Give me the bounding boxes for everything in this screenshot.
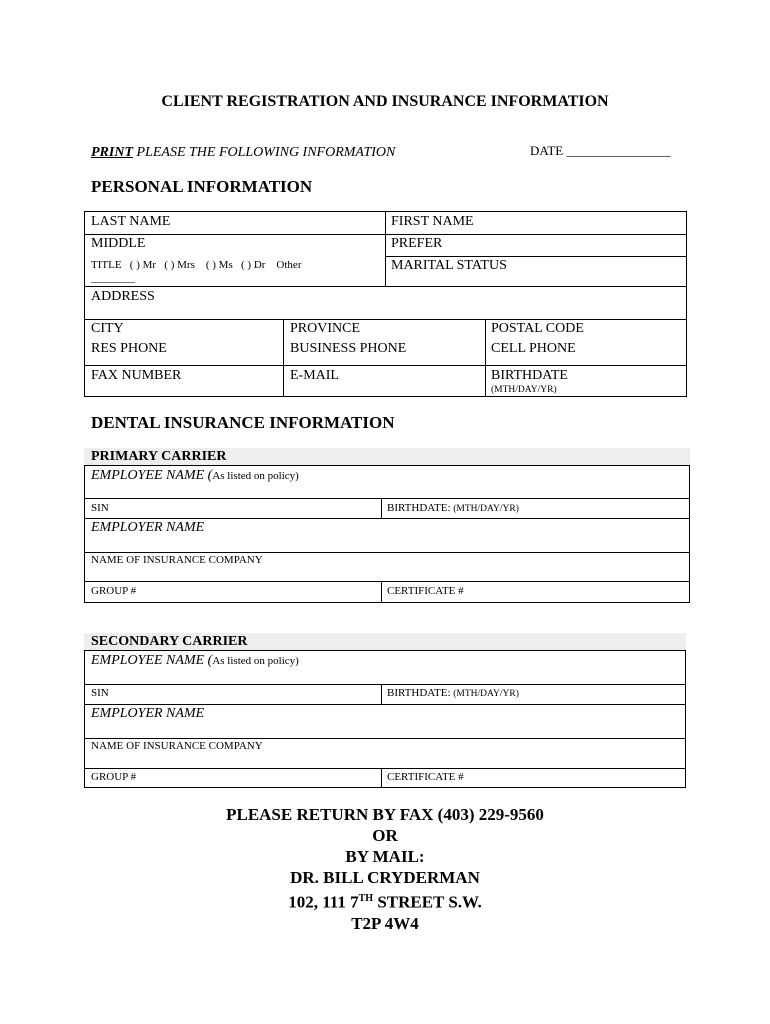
secondary-carrier-title: SECONDARY CARRIER	[84, 633, 686, 650]
primary-birthdate-label: BIRTHDATE:	[387, 502, 451, 514]
street-name: STREET S.W.	[373, 892, 482, 912]
secondary-sin-field[interactable]: SIN	[91, 687, 109, 699]
res-phone-field[interactable]: RES PHONE	[91, 341, 167, 356]
primary-employee-name-field[interactable]	[91, 468, 299, 484]
primary-carrier-table	[84, 465, 690, 603]
personal-info-heading: PERSONAL INFORMATION	[91, 177, 313, 196]
fax-number-field[interactable]: FAX NUMBER	[91, 368, 182, 383]
title-options[interactable]: TITLE ( ) Mr ( ) Mrs ( ) Ms ( ) Dr Other	[91, 259, 302, 271]
business-phone-field[interactable]: BUSINESS PHONE	[290, 341, 407, 356]
primary-employer-name-field[interactable]: EMPLOYER NAME	[91, 520, 205, 535]
secondary-insurance-company-field[interactable]: NAME OF INSURANCE COMPANY	[91, 740, 263, 752]
marital-status-field[interactable]: MARITAL STATUS	[391, 258, 507, 273]
postal-code-field[interactable]: POSTAL CODE	[491, 321, 584, 336]
mail-recipient: DR. BILL CRYDERMAN	[290, 868, 480, 887]
secondary-group-field[interactable]: GROUP #	[91, 771, 137, 783]
dental-info-heading: DENTAL INSURANCE INFORMATION	[91, 413, 395, 432]
last-name-field[interactable]: LAST NAME	[91, 214, 171, 229]
primary-group-field[interactable]: GROUP #	[91, 585, 137, 597]
primary-certificate-field[interactable]: CERTIFICATE #	[387, 585, 464, 597]
return-mail-line: BY MAIL:	[345, 847, 425, 866]
cell-phone-field[interactable]: CELL PHONE	[491, 341, 576, 356]
primary-employee-name-label: EMPLOYEE NAME (	[91, 468, 213, 483]
date-field[interactable]: DATE ________________	[530, 143, 671, 158]
primary-birthdate-field[interactable]	[387, 502, 519, 514]
primary-carrier-title: PRIMARY CARRIER	[84, 448, 690, 465]
secondary-birthdate-format: (MTH/DAY/YR)	[453, 689, 519, 699]
secondary-employee-name-note: As listed on policy)	[212, 655, 299, 667]
secondary-employee-name-label: EMPLOYEE NAME (	[91, 653, 213, 668]
title-other-blank[interactable]: ________	[91, 272, 135, 284]
secondary-certificate-field[interactable]: CERTIFICATE #	[387, 771, 464, 783]
primary-insurance-company-field[interactable]: NAME OF INSURANCE COMPANY	[91, 554, 263, 566]
city-field[interactable]: CITY	[91, 321, 124, 336]
return-instructions	[0, 804, 770, 934]
province-field[interactable]: PROVINCE	[290, 321, 361, 336]
birthdate-field[interactable]: BIRTHDATE	[491, 368, 568, 383]
mail-street-address	[0, 888, 770, 913]
print-instruction	[91, 145, 395, 161]
return-fax-line: PLEASE RETURN BY FAX (403) 229-9560	[226, 805, 544, 824]
secondary-employer-name-field[interactable]: EMPLOYER NAME	[91, 706, 205, 721]
street-ordinal: TH	[358, 893, 374, 904]
print-word: PRINT	[91, 145, 133, 160]
address-field[interactable]: ADDRESS	[91, 289, 155, 304]
primary-sin-field[interactable]: SIN	[91, 502, 109, 514]
page-title: CLIENT REGISTRATION AND INSURANCE INFORMATION	[161, 93, 609, 110]
birthdate-format: (MTH/DAY/YR)	[491, 385, 557, 395]
personal-info-table	[84, 211, 687, 397]
middle-name-field[interactable]: MIDDLE	[91, 236, 146, 251]
first-name-field[interactable]: FIRST NAME	[391, 214, 474, 229]
secondary-birthdate-field[interactable]	[387, 687, 519, 699]
secondary-employee-name-field[interactable]	[91, 653, 299, 669]
return-or-line: OR	[372, 826, 398, 845]
secondary-carrier-table	[84, 650, 686, 788]
street-number: 102, 111 7	[288, 892, 359, 912]
primary-employee-name-note: As listed on policy)	[212, 470, 299, 482]
print-instruction-text: PLEASE THE FOLLOWING INFORMATION	[136, 145, 396, 160]
primary-birthdate-format: (MTH/DAY/YR)	[453, 504, 519, 514]
mail-postal-code: T2P 4W4	[351, 913, 419, 933]
prefer-field[interactable]: PREFER	[391, 236, 443, 251]
email-field[interactable]: E-MAIL	[290, 368, 339, 383]
secondary-birthdate-label: BIRTHDATE:	[387, 687, 451, 699]
